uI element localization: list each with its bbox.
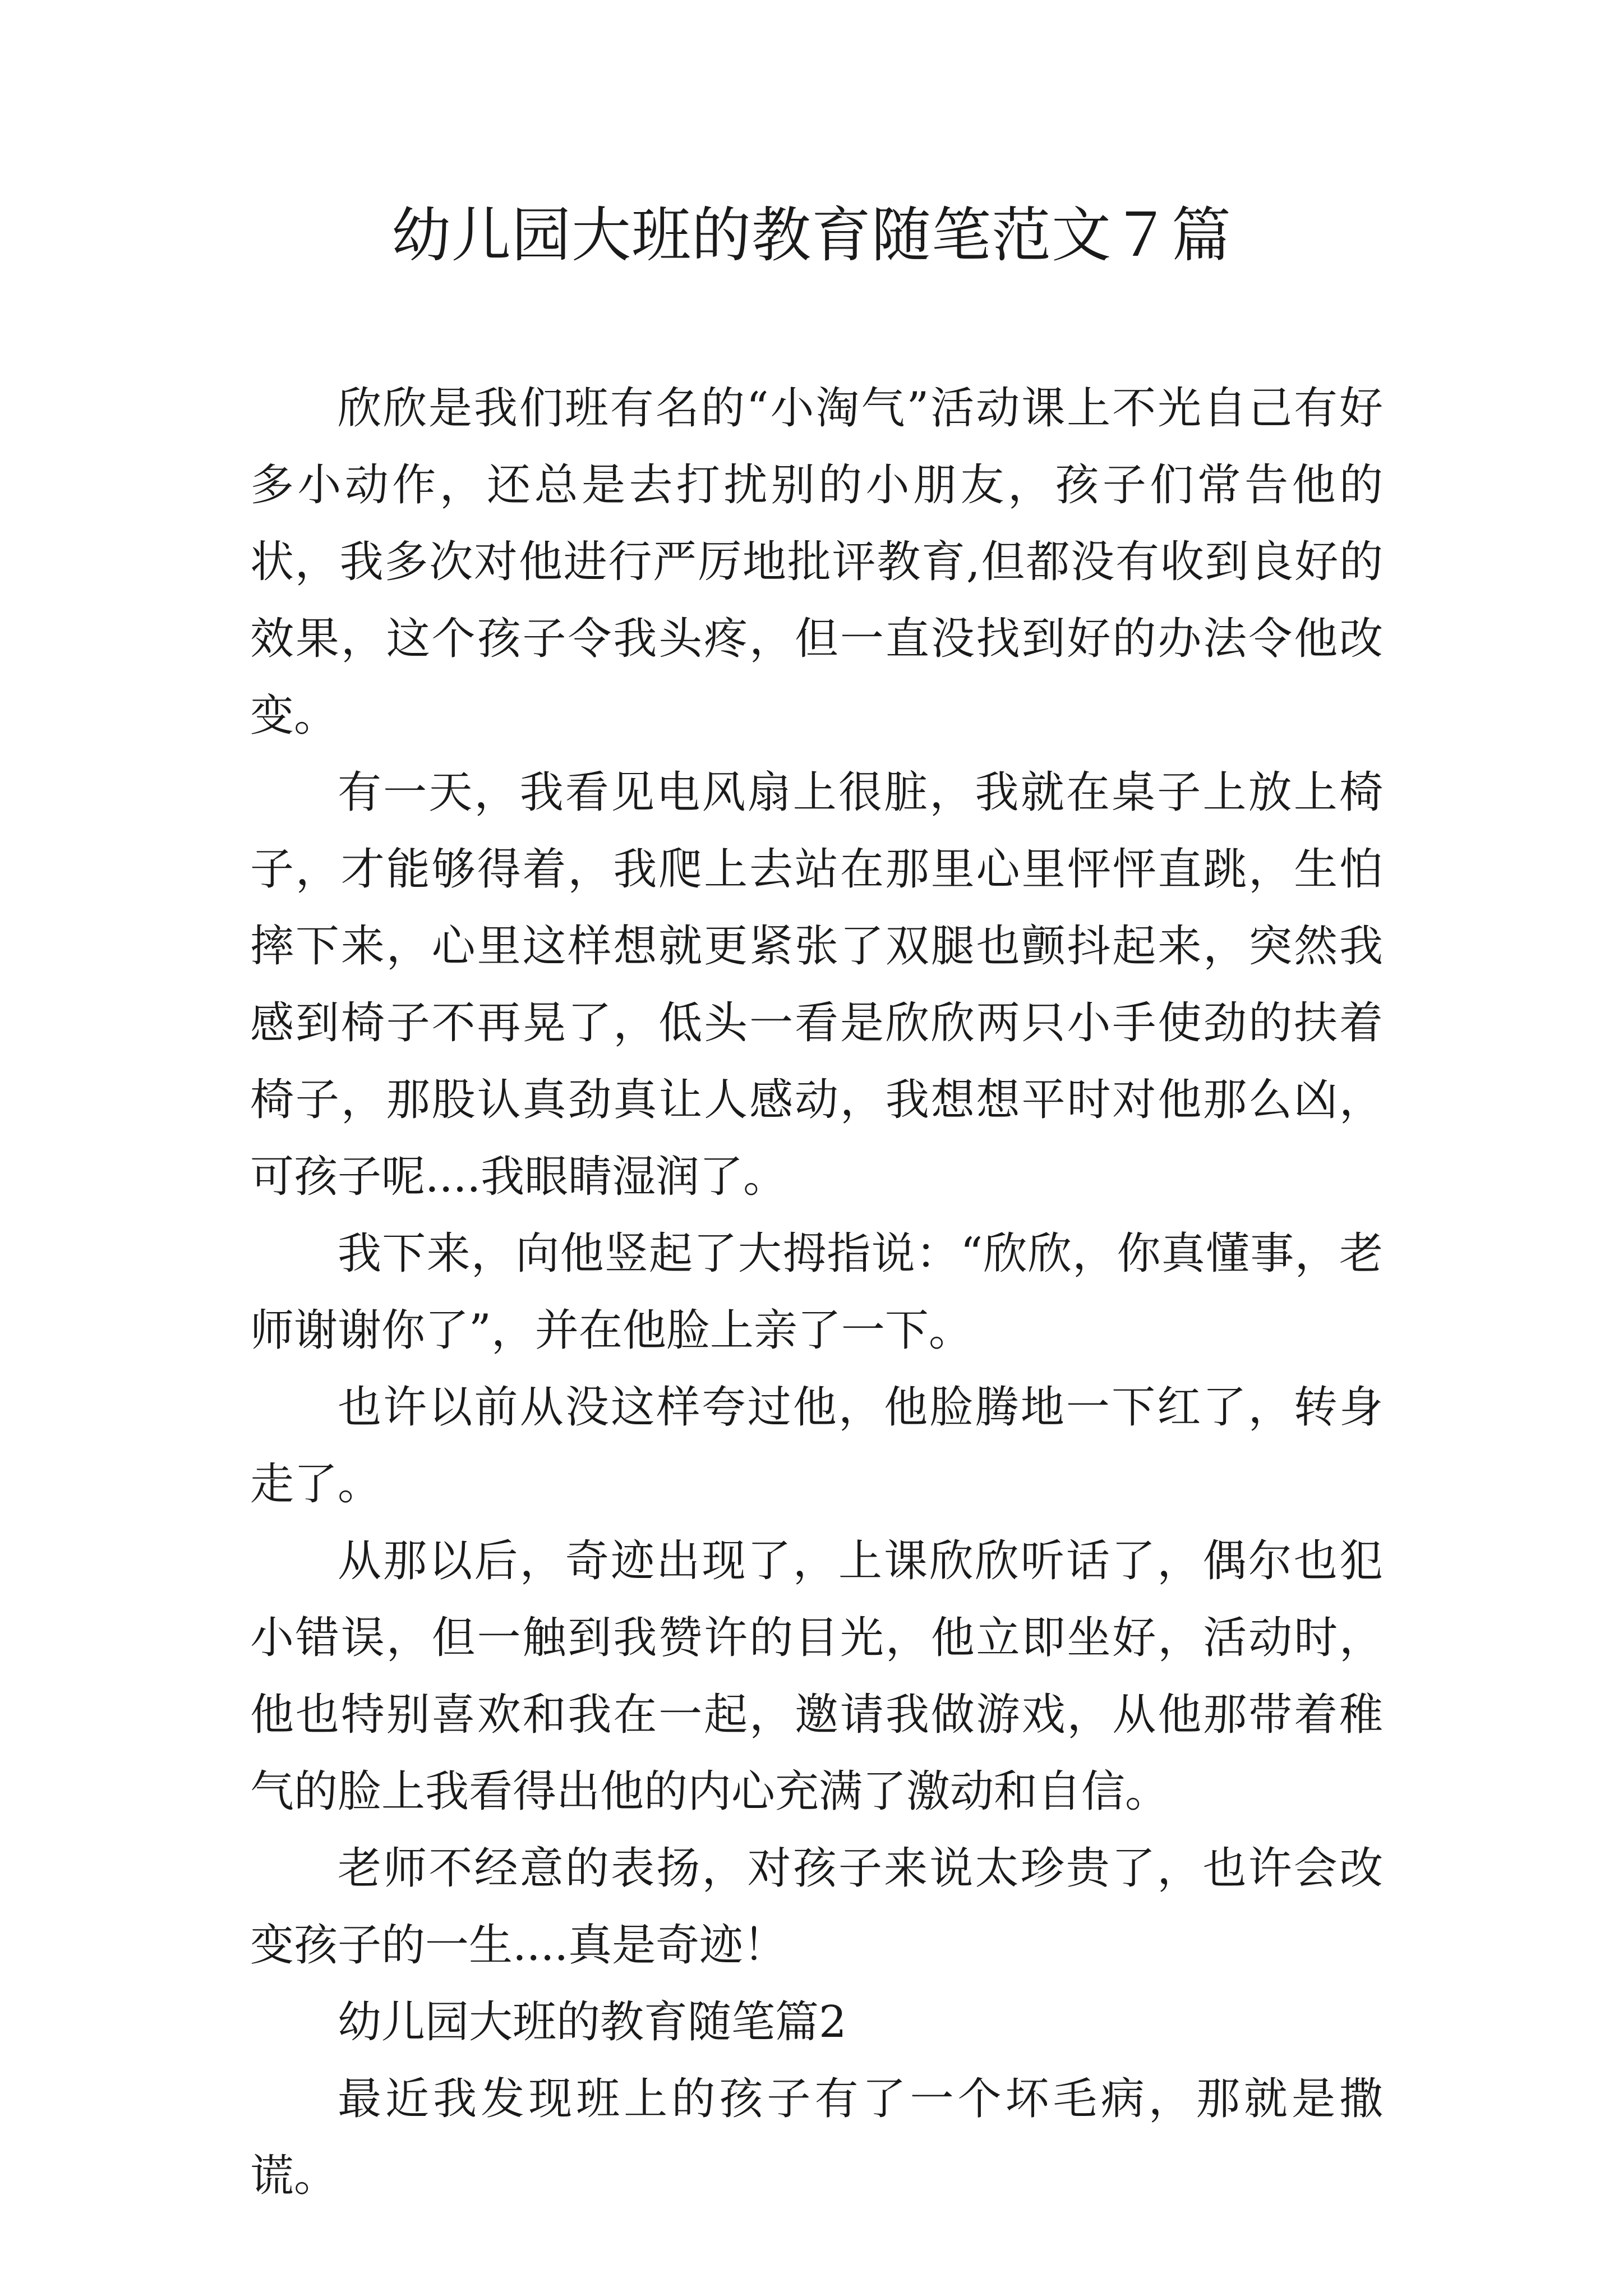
paragraph-2: 有一天，我看见电风扇上很脏，我就在桌子上放上椅子，才能够得着，我爬上去站在那里心里怦怦直跳，生怕摔下来，心里这样想就更紧张了双腿也颤抖起来，突然我感到椅子不再晃了，低头一看是欣欣两只小手使劲的扶着椅子，那股认真劲真让人感动，我想想平时对他那么凶，可孩子呢....我眼睛湿润了。 [250,767,1383,1202]
paragraph-7: 最近我发现班上的孩子有了一个坏毛病，那就是撒谎。 [250,2074,1383,2201]
paragraph-1: 欣欣是我们班有名的“小淘气”活动课上不光自己有好多小动作，还总是去打扰别的小朋友，孩子们常告他的状，我多次对他进行严厉地批评教育,但都没有收到良好的效果，这个孩子令我头疼，但一直没找到好的办法令他改变。 [250,383,1383,741]
section-subheading: 幼儿园大班的教育随笔篇2 [338,1997,847,2047]
document-title: 幼儿园大班的教育随笔范文７篇 [391,201,1232,270]
paragraph-5: 从那以后，奇迹出现了，上课欣欣听话了，偶尔也犯小错误，但一触到我赞许的目光，他立即坐好，活动时，他也特别喜欢和我在一起，邀请我做游戏，从他那带着稚气的脸上我看得出他的内心充满了激动和自信。 [250,1536,1383,1817]
document-body [250,370,1383,2215]
paragraph-6: 老师不经意的表扬，对孩子来说太珍贵了，也许会改变孩子的一生....真是奇迹！ [250,1843,1383,1971]
paragraph-3: 我下来，向他竖起了大拇指说：“欣欣，你真懂事，老师谢谢你了”，并在他脸上亲了一下。 [250,1228,1383,1356]
paragraph-4: 也许以前从没这样夸过他，他脸腾地一下红了，转身走了。 [250,1382,1383,1510]
